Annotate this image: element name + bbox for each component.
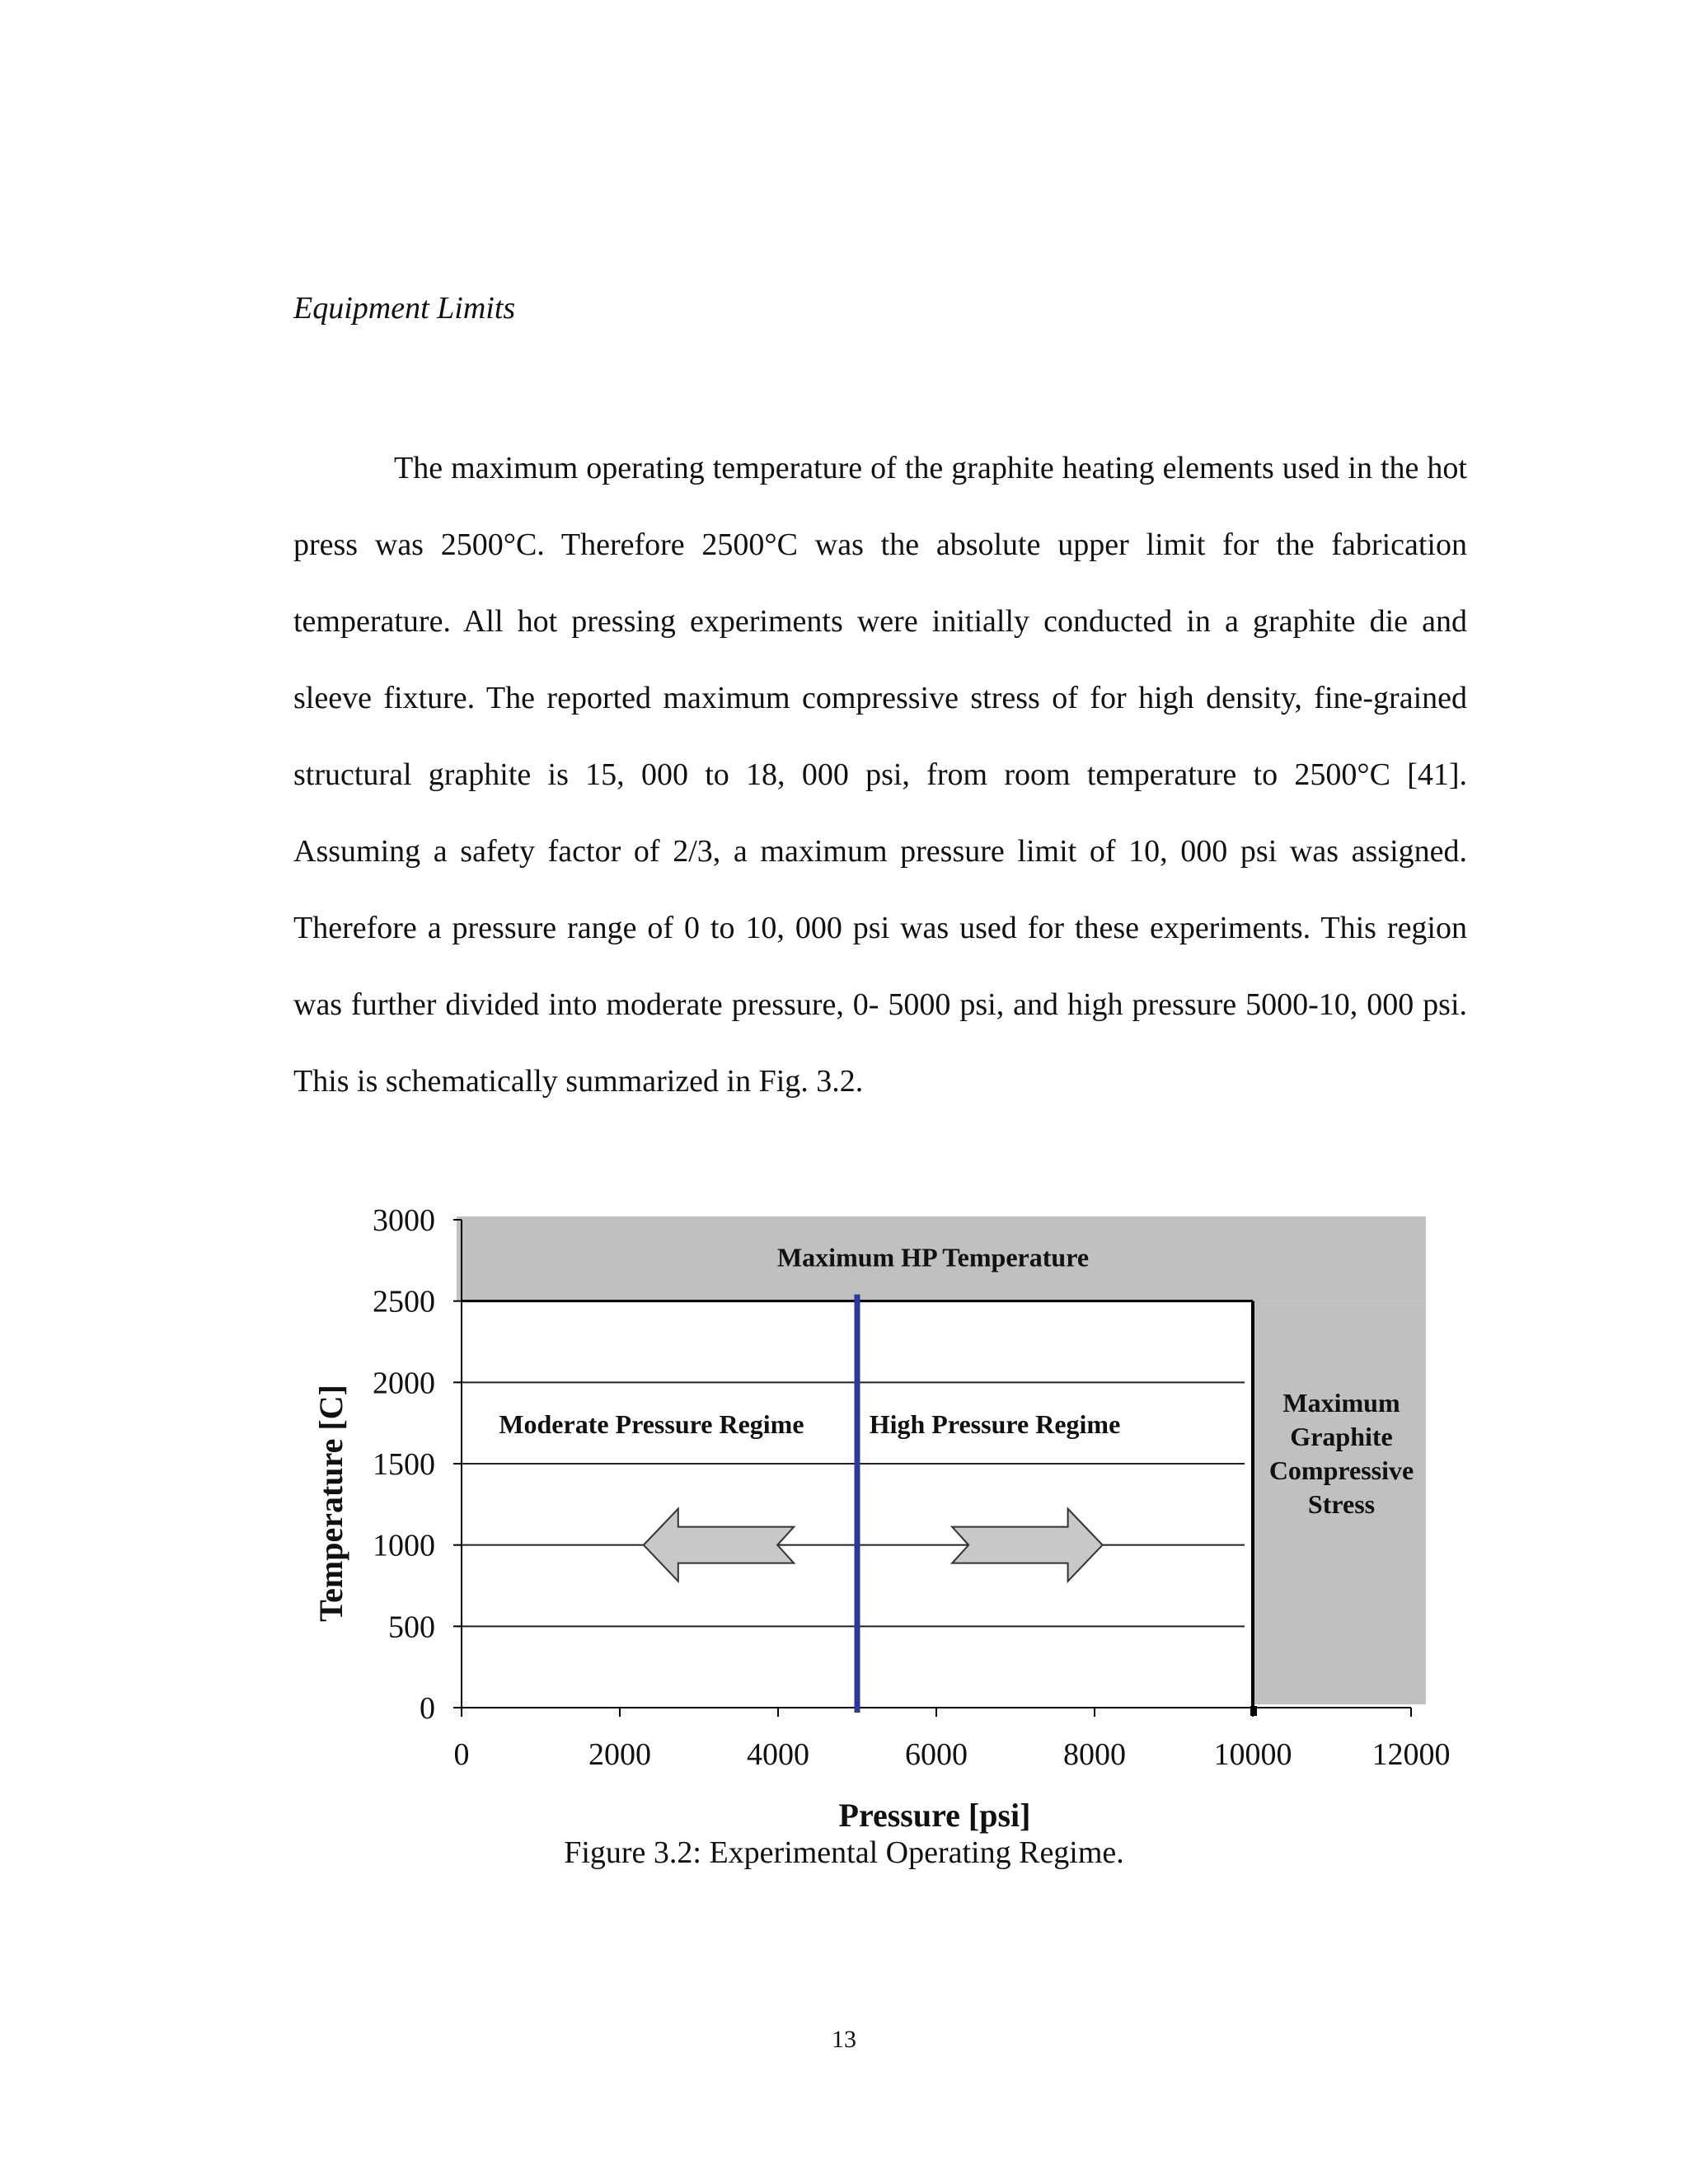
y-tick-label-1500: 1500 bbox=[373, 1447, 435, 1482]
y-tick-label-500: 500 bbox=[388, 1610, 435, 1645]
annotation-max-stress-line-1: Maximum bbox=[1282, 1388, 1400, 1418]
annotation-max-stress-line-4: Stress bbox=[1307, 1489, 1376, 1520]
y-tick-label-1000: 1000 bbox=[373, 1528, 435, 1563]
x-tick-label-12000: 12000 bbox=[1372, 1737, 1451, 1772]
regime-arrow-right bbox=[952, 1509, 1102, 1582]
x-tick-label-8000: 8000 bbox=[1063, 1737, 1126, 1772]
x-axis-title: Pressure [psi] bbox=[838, 1797, 1031, 1834]
x-tick-label-4000: 4000 bbox=[747, 1737, 809, 1772]
annotation-max-stress-line-3: Compressive bbox=[1268, 1455, 1414, 1486]
annotation-max-stress-line-2: Graphite bbox=[1290, 1422, 1393, 1452]
x-tick-label-0: 0 bbox=[453, 1737, 470, 1772]
y-tick-label-0: 0 bbox=[420, 1691, 435, 1726]
y-tick-label-2500: 2500 bbox=[373, 1284, 435, 1319]
x-tick-label-6000: 6000 bbox=[905, 1737, 968, 1772]
annotation-max-temperature: Maximum HP Temperature bbox=[776, 1242, 1090, 1272]
y-tick-label-2000: 2000 bbox=[373, 1366, 435, 1401]
body-paragraph: The maximum operating temperature of the graphite heating elements used in the hot press was 2500°C. Therefore 2500°C was the absolute upper limit for the fabrication temperature. All hot pressing experiments were initially conducted in a graphite die and sleeve fixture. The reported maximum compressive stress of for high density, fine-grained structural graphite is 15, 000 to 18, 000 psi, from room temperature to 2500°C [41]. Assuming a safety factor of 2/3, a maximum pressure limit of 10, 000 psi was assigned. Therefore a pressure range of 0 to 10, 000 psi was used for these experiments. This region was further divided into moderate pressure, 0- 5000 psi, and high pressure 5000-10, 000 psi. This is schematically summarized in Fig. 3.2. bbox=[293, 451, 1467, 1099]
x-tick-label-10000: 10000 bbox=[1213, 1737, 1292, 1772]
x-tick-label-2000: 2000 bbox=[588, 1737, 651, 1772]
annotation-moderate-regime: Moderate Pressure Regime bbox=[499, 1408, 804, 1439]
regime-arrow-left bbox=[644, 1509, 794, 1582]
chart-plot-area bbox=[312, 1203, 1451, 1834]
figure-caption: Figure 3.2: Experimental Operating Regime. bbox=[564, 1835, 1124, 1870]
page-number: 13 bbox=[832, 2026, 856, 2053]
section-heading: Equipment Limits bbox=[293, 291, 516, 326]
y-tick-label-3000: 3000 bbox=[373, 1203, 435, 1238]
annotation-high-regime: High Pressure Regime bbox=[869, 1408, 1121, 1439]
y-axis-title: Temperature [C] bbox=[312, 1385, 349, 1622]
